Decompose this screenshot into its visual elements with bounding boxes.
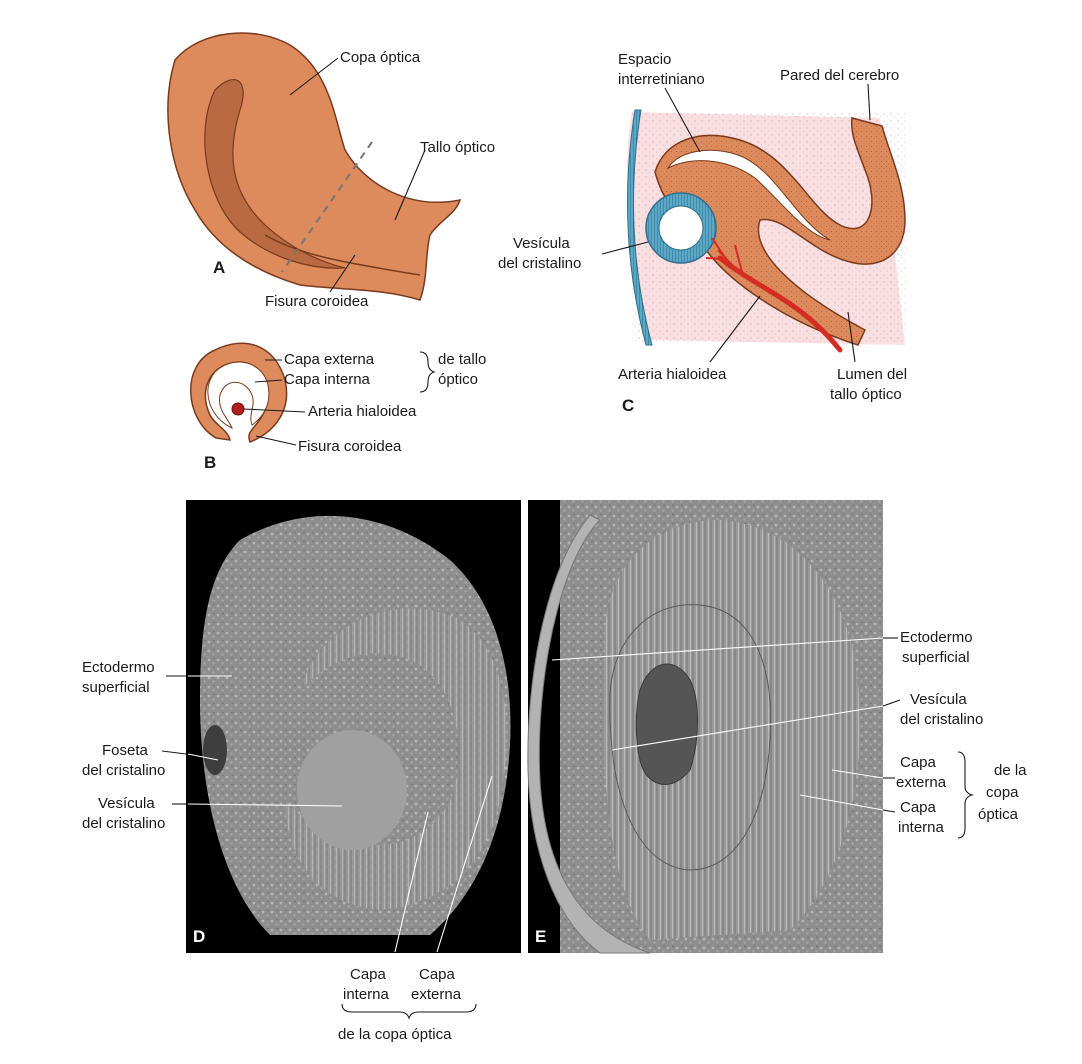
panel-c	[498, 51, 907, 415]
optic-cup-label: Copa óptica	[340, 49, 421, 66]
outer-layer-label-d-line2: externa	[411, 986, 462, 1003]
group-label-e-line3: óptica	[978, 806, 1019, 823]
group-brace-e	[958, 752, 972, 838]
surface-ectoderm-label-e-line2: superficial	[902, 649, 970, 666]
choroid-fissure-label-b: Fisura coroidea	[298, 438, 402, 455]
choroid-fissure-label-a: Fisura coroidea	[265, 293, 369, 310]
inner-layer-label-d-line1: Capa	[350, 966, 386, 983]
stalk-lumen-label-line1: Lumen del	[837, 366, 908, 383]
inner-layer-label-e-line1: Capa	[900, 799, 936, 816]
panel-letter-a: A	[213, 258, 226, 277]
lens-pit-label-d-line1: Foseta	[102, 742, 148, 759]
optic-stalk-label: Tallo óptico	[420, 139, 496, 156]
lens-pit-d	[203, 725, 227, 775]
outer-layer-label-d-line1: Capa	[419, 966, 455, 983]
lens-vesicle-label-c-line1: Vesícula	[513, 235, 570, 252]
lens-vesicle-lumen-c	[659, 206, 703, 250]
panel-letter-b: B	[204, 453, 217, 472]
inner-layer-leader-e-outer	[883, 810, 895, 812]
outer-layer-label-e-line2: externa	[896, 774, 947, 791]
lens-vesicle-label-d-line2: del cristalino	[82, 815, 166, 832]
group-caption-d: de la copa óptica	[338, 1026, 452, 1043]
surface-ectoderm-label-d-line2: superficial	[82, 679, 150, 696]
panel-e-labels	[883, 629, 1027, 838]
bracket-label-line1: de tallo	[438, 351, 487, 368]
panel-e	[528, 500, 883, 953]
lens-vesicle-cavity-e	[636, 664, 697, 784]
inner-layer-label-b: Capa interna	[284, 371, 370, 388]
panel-letter-e: E	[535, 927, 547, 946]
lens-pit-leader-d-outer	[162, 751, 186, 754]
stalk-lumen-label-line2: tallo óptico	[830, 386, 902, 403]
panel-b	[191, 343, 487, 472]
hyaloid-artery-label-c: Arteria hialoidea	[618, 366, 727, 383]
inner-layer-label-e-line2: interna	[898, 819, 944, 836]
bracket-label-line2: óptico	[438, 371, 479, 388]
surface-ectoderm-label-e-line1: Ectodermo	[900, 629, 973, 646]
hyaloid-artery-label-b: Arteria hialoidea	[308, 403, 417, 420]
lens-vesicle-leader-e-outer	[883, 700, 900, 706]
lens-vesicle-d	[297, 730, 407, 850]
brain-wall-label: Pared del cerebro	[780, 67, 900, 84]
lens-pit-label-d-line2: del cristalino	[82, 762, 166, 779]
outer-layer-label-b: Capa externa	[284, 351, 375, 368]
bracket-b	[420, 352, 434, 392]
group-brace-d	[342, 1004, 476, 1018]
lens-vesicle-label-d-line1: Vesícula	[98, 795, 155, 812]
lens-vesicle-label-c-line2: del cristalino	[498, 255, 582, 272]
intraretinal-label-line2: interretiniano	[618, 71, 705, 88]
intraretinal-label-line1: Espacio	[618, 51, 672, 68]
outer-layer-label-e-line1: Capa	[900, 754, 936, 771]
lens-vesicle-label-e-line1: Vesícula	[910, 691, 967, 708]
surface-ectoderm-label-d-line1: Ectodermo	[82, 659, 155, 676]
choroid-fissure-leader-b	[256, 436, 296, 445]
inner-layer-label-d-line2: interna	[343, 986, 389, 1003]
panel-letter-d: D	[193, 927, 206, 946]
panel-d	[186, 500, 521, 953]
hyaloid-artery-dot	[232, 403, 244, 415]
panel-letter-c: C	[622, 396, 635, 415]
group-label-e-line2: copa	[986, 784, 1019, 801]
stalk-lumen	[208, 362, 269, 428]
panel-a	[168, 33, 495, 310]
lens-vesicle-label-e-line2: del cristalino	[900, 711, 984, 728]
stalk-outer-layer	[191, 343, 287, 442]
group-label-e-line1: de la	[994, 762, 1027, 779]
